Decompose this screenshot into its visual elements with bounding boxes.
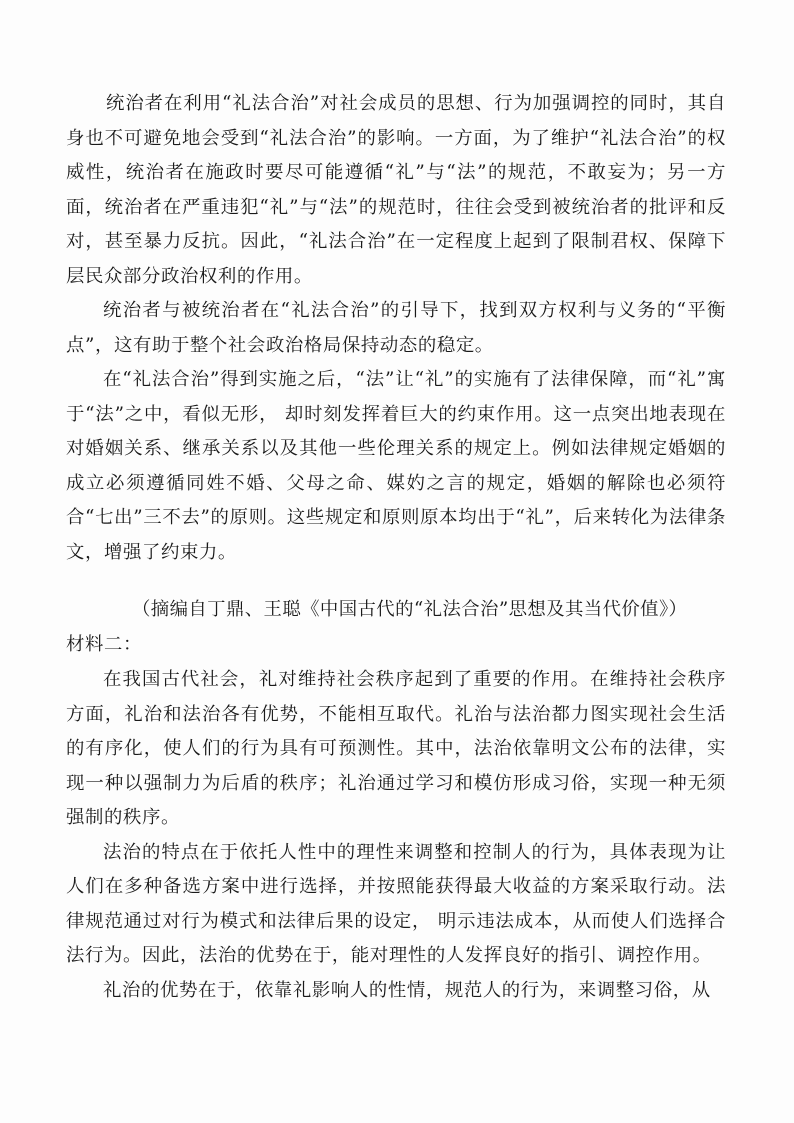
material-one-paragraph-3: 在“礼法合治”得到实施之后，“法”让“礼”的实施有了法律保障，而“礼”寓于“法”之中，看似无形， 却时刻发挥着巨大的约束作用。这一点突出地表现在对婚姻关系、继承关系以及其他一些伦理关系的规定上。例如法律规定婚姻的成立必须遵循同姓不婚、父母之命、媒妁之言的规定，婚姻的解除也必须符合“七出”三不去”的原则。这些规定和原则原本均出于“礼”，后来转化为法律条文，增强了约束力。 bbox=[66, 369, 726, 563]
material-two-heading: 材料二： bbox=[66, 634, 142, 655]
material-two-paragraph-3: 礼治的优势在于，依靠礼影响人的性情，规范人的行为，来调整习俗，从 bbox=[103, 979, 711, 1001]
material-two-body bbox=[66, 663, 726, 1008]
material-one-paragraph-2: 统治者与被统治者在“礼法合治”的引导下，找到双方权利与义务的“平衡点”，这有助于整个社会政治格局保持动态的稳定。 bbox=[66, 300, 726, 356]
material-two-paragraph-2: 法治的特点在于依托人性中的理性来调整和控制人的行为，具体表现为让人们在多种备选方案中进行选择，并按照能获得最大收益的方案采取行动。法律规范通过对行为模式和法律后果的设定， 明示违法成本，从而使人们选择合法行为。因此，法治的优势在于，能对理性的人发挥良好的指引、调控作用。 bbox=[66, 841, 726, 966]
material-two-paragraph-1: 在我国古代社会，礼对维持社会秩序起到了重要的作用。在维持社会秩序方面，礼治和法治各有优势，不能相互取代。礼治与法治都力图实现社会生活的有序化，使人们的行为具有可预测性。其中，法治依靠明文公布的法律，实现一种以强制力为后盾的秩序；礼治通过学习和模仿形成习俗，实现一种无须强制的秩序。 bbox=[66, 669, 726, 828]
material-one-paragraph-1: 统治者在利用“礼法合治”对社会成员的思想、行为加强调控的同时，其自身也不可避免地会受到“礼法合治”的影响。一方面，为了维护“礼法合治”的权威性，统治者在施政时要尽可能遵循“礼”与“法”的规范，不敢妄为；另一方面，统治者在严重违犯“礼”与“法”的规范时，往往会受到被统治者的批评和反对，甚至暴力反抗。因此，“礼法合治”在一定程度上起到了限制君权、保障下层民众部分政治权利的作用。 bbox=[66, 93, 726, 287]
material-one-source-citation: （摘编自丁鼎、王聪《中国古代的“礼法合治”思想及其当代价值》） bbox=[132, 599, 688, 620]
material-one-body bbox=[66, 87, 726, 570]
